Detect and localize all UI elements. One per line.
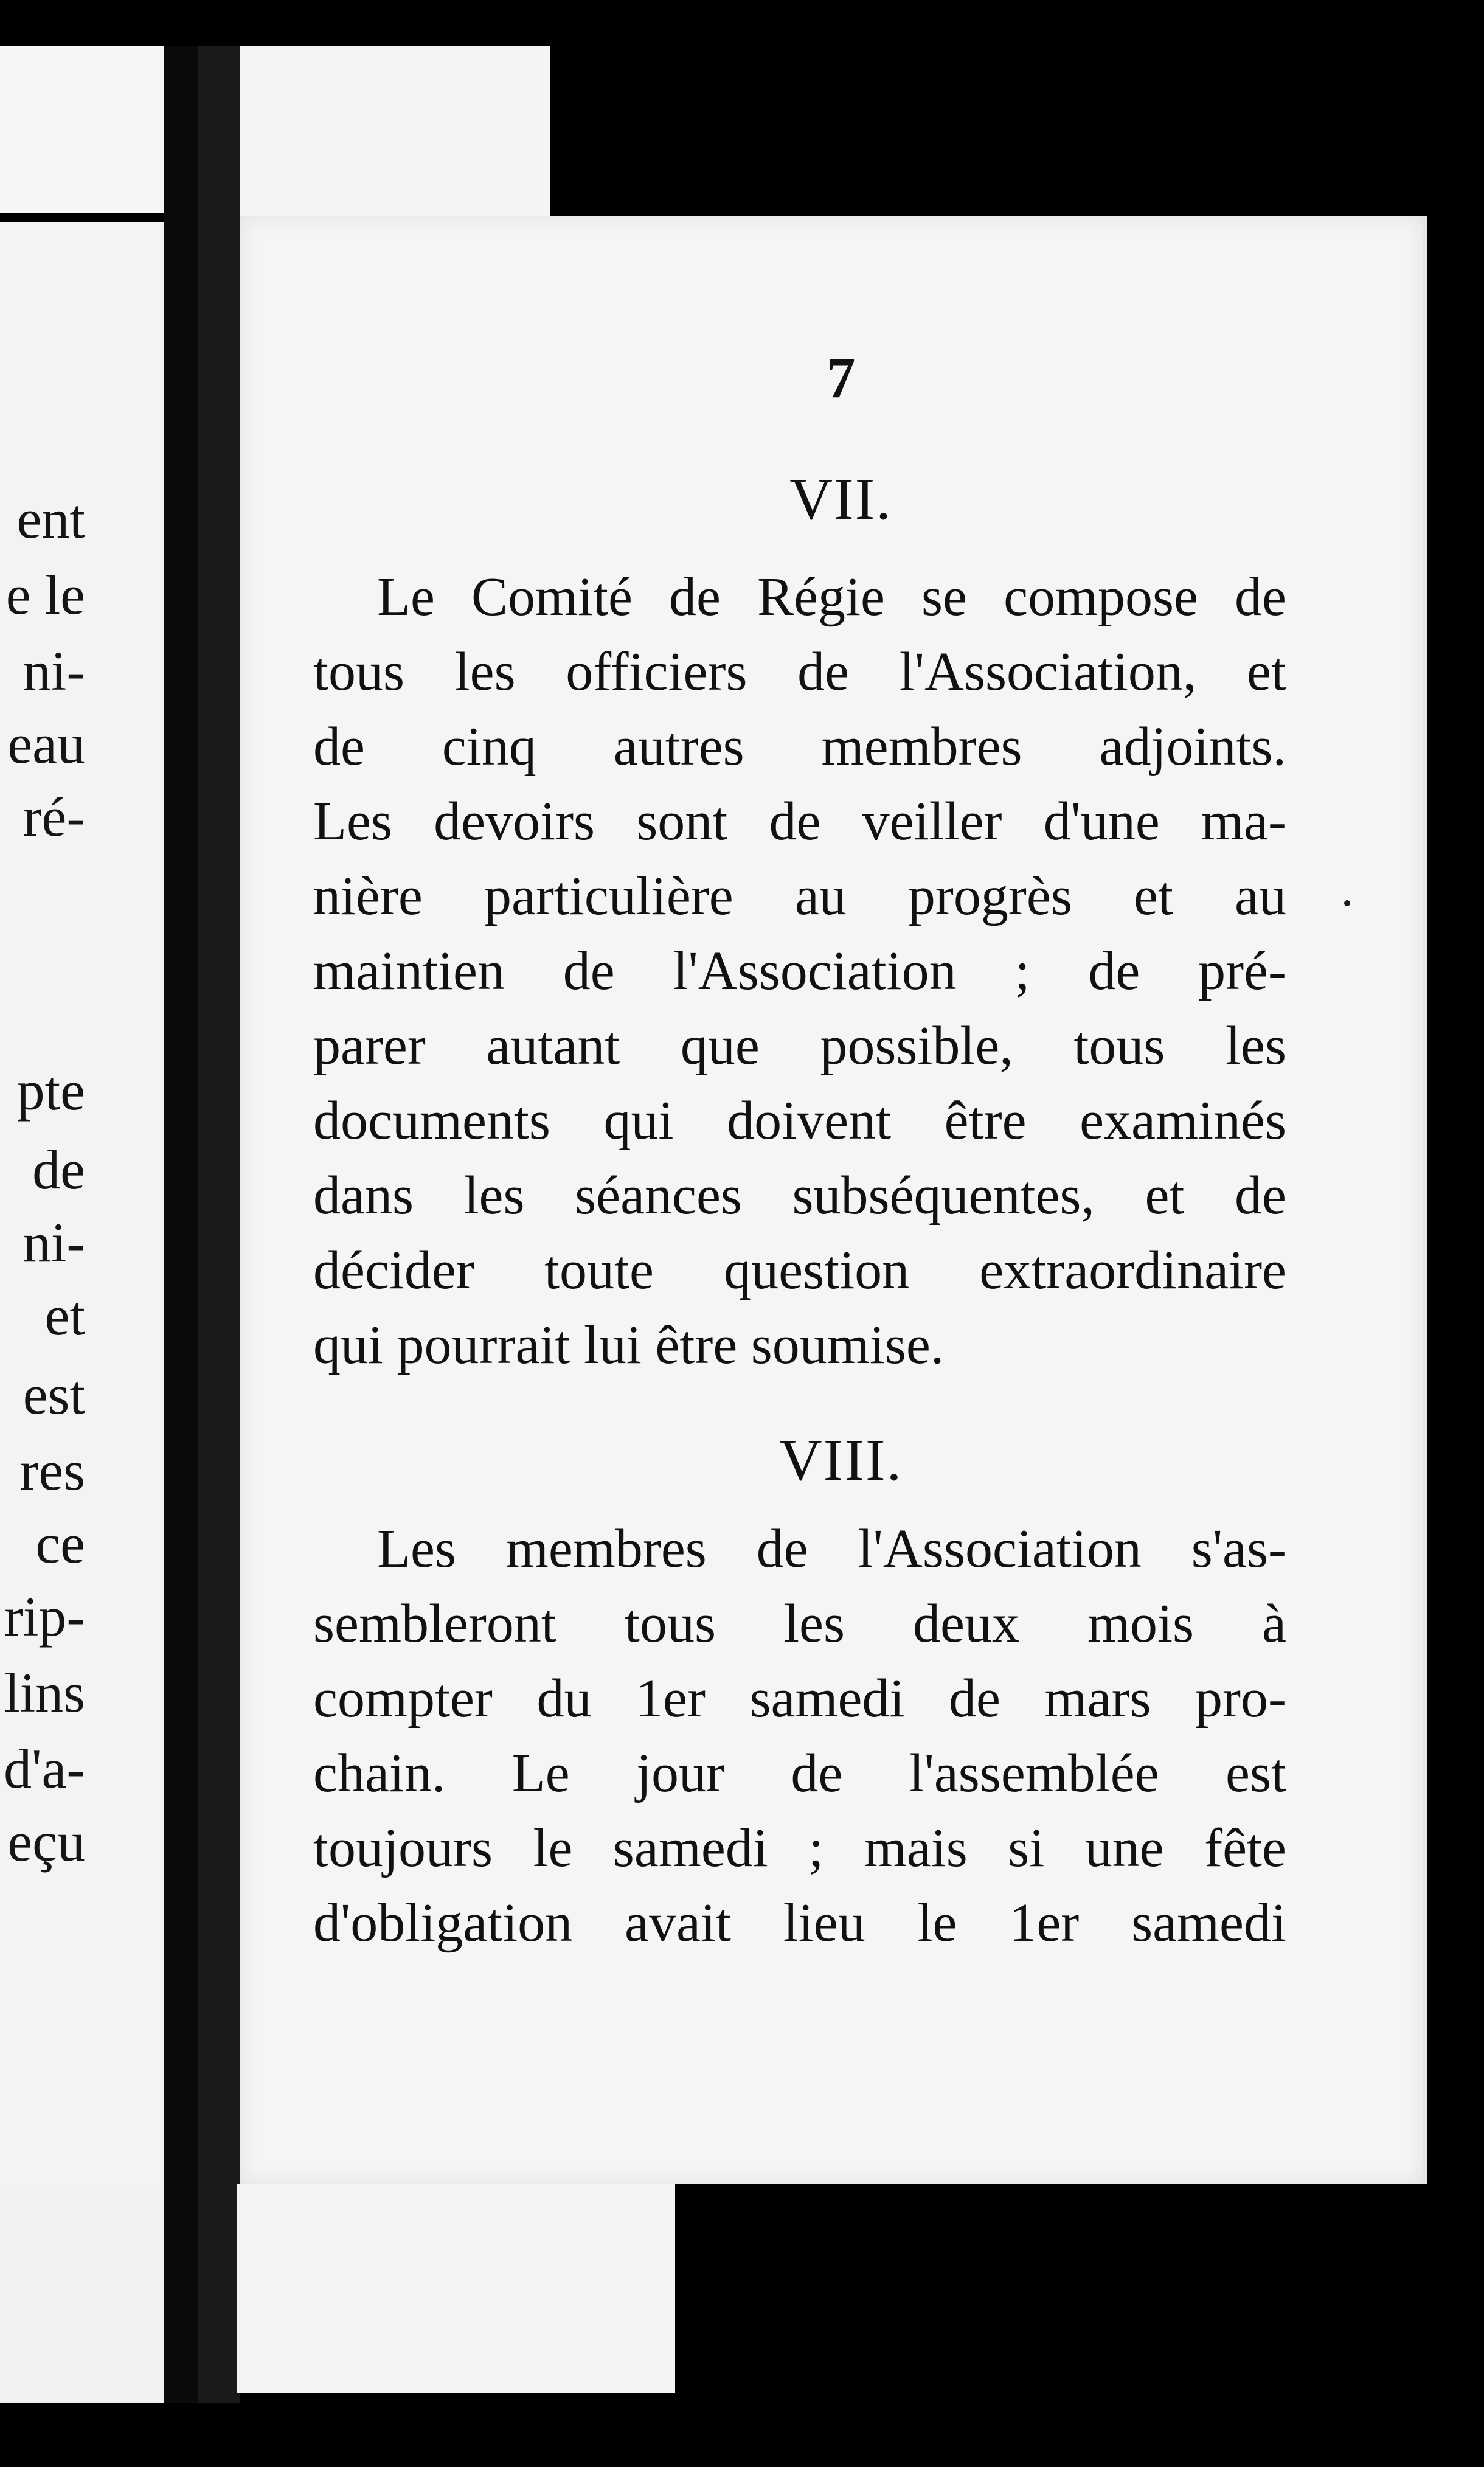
text-line: documents qui doivent être examinés	[313, 1091, 1286, 1151]
section-heading-viii: VIII.	[778, 1428, 903, 1493]
left-page-fragment: eau	[7, 713, 85, 775]
section-vii-paragraph	[313, 560, 1286, 1383]
text-line: Les membres de l'Association s'as-	[377, 1519, 1286, 1579]
book-gutter	[164, 46, 198, 2403]
text-line: Les devoirs sont de veiller d'une ma-	[313, 791, 1286, 852]
left-page-fragment: rip-	[4, 1586, 85, 1648]
text-line: sembleront tous les deux mois à	[313, 1594, 1286, 1654]
left-page-fragment: d'a-	[3, 1738, 85, 1800]
text-line: compter du 1er samedi de mars pro-	[313, 1668, 1286, 1729]
left-page-fragment: de	[32, 1139, 85, 1201]
left-page-fragment: ré-	[23, 786, 85, 848]
upper-paper-tab	[195, 46, 550, 222]
left-page-fragment: e le	[5, 564, 85, 626]
text-line: de cinq autres membres adjoints.	[313, 717, 1286, 777]
text-line: décider toute question extraordinaire	[313, 1240, 1286, 1300]
text-line: nière particulière au progrès et au	[313, 866, 1286, 926]
section-viii-paragraph	[313, 1511, 1286, 1960]
left-page-fragment: eçu	[7, 1811, 85, 1873]
text-line: chain. Le jour de l'assemblée est	[313, 1743, 1286, 1803]
previous-leaf-top	[0, 46, 164, 213]
text-line: dans les séances subséquentes, et de	[313, 1165, 1286, 1226]
section-heading-vii: VII.	[789, 467, 892, 532]
left-page-fragment: est	[23, 1364, 85, 1426]
left-page-fragment: pte	[16, 1060, 85, 1122]
left-page-fragment: ni-	[23, 640, 85, 702]
main-page	[240, 216, 1427, 2184]
binding-strip	[198, 46, 240, 2403]
scan-speck	[1344, 900, 1350, 906]
text-line: Le Comité de Régie se compose de	[377, 567, 1286, 627]
left-page-fragment: et	[44, 1285, 85, 1347]
page-number: 7	[826, 345, 856, 410]
left-page-fragment: lins	[4, 1662, 85, 1724]
left-page-fragment: ce	[35, 1513, 85, 1575]
left-page-fragment: res	[19, 1440, 85, 1502]
text-line: tous les officiers de l'Association, et	[313, 642, 1286, 702]
scan-speck	[210, 529, 215, 534]
text-line: d'obligation avait lieu le 1er samedi	[313, 1893, 1286, 1953]
text-line: qui pourrait lui être soumise.	[313, 1315, 945, 1375]
left-page-fragment: ni-	[23, 1212, 85, 1274]
lower-paper-tab	[237, 2184, 675, 2393]
text-line: maintien de l'Association ; de pré-	[313, 941, 1286, 1001]
left-page-fragment: ent	[16, 488, 85, 550]
text-line: parer autant que possible, tous les	[313, 1016, 1286, 1076]
text-line: toujours le samedi ; mais si une fête	[313, 1818, 1286, 1878]
previous-leaf-bottom	[0, 2184, 170, 2403]
